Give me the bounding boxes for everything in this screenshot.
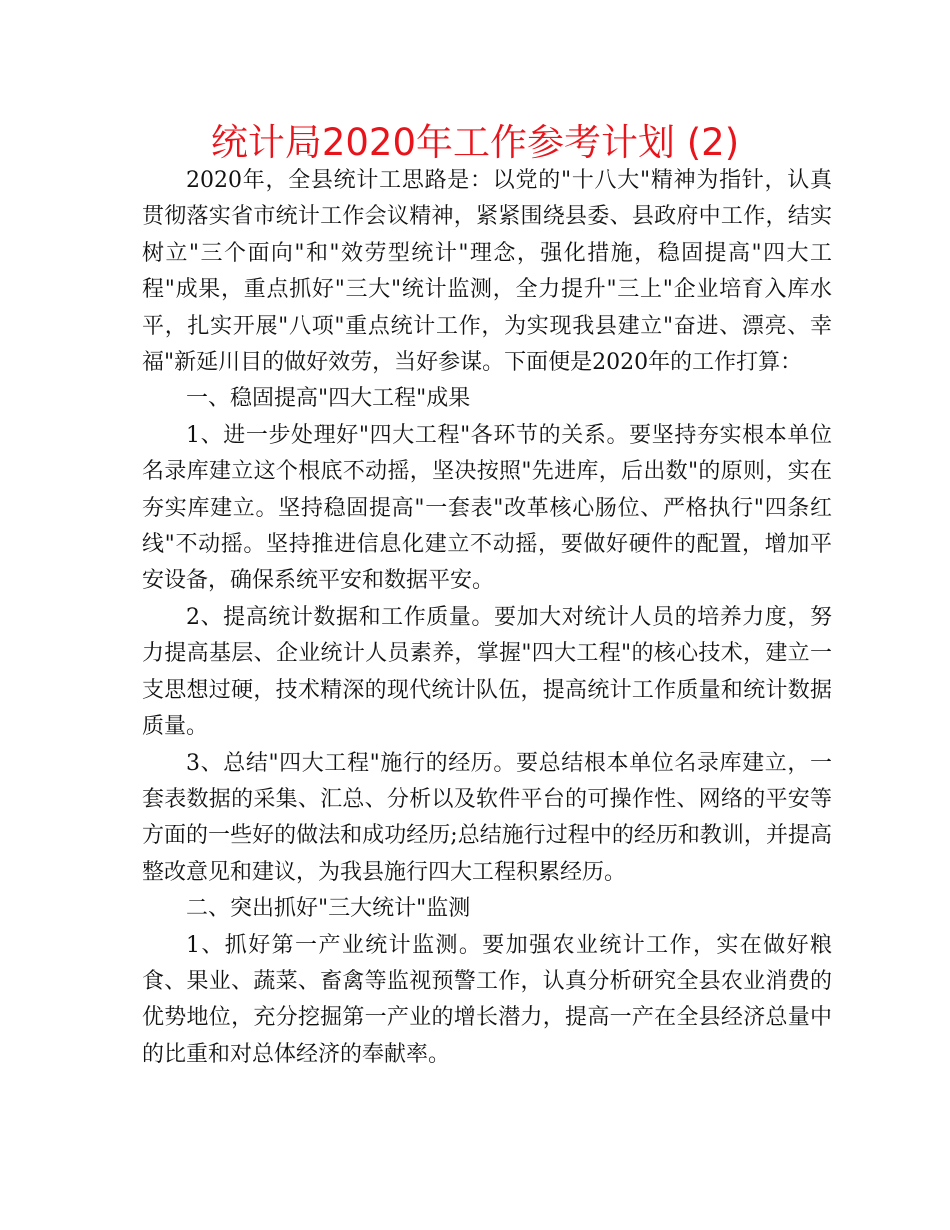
paragraph-2-1: 1、抓好第一产业统计监测。要加强农业统计工作，实在做好粮食、果业、蔬菜、畜禽等监视预警工作，认真分析研究全县农业消费的优势地位，充分挖掘第一产业的增长潜力，提高一产在全县经济总量中的比重和对总体经济的奉献率。 xyxy=(142,932,832,1067)
document-title: 统计局2020年工作参考计划 (2) xyxy=(210,121,740,164)
document-body xyxy=(142,163,832,1073)
paragraph-1-1: 1、进一步处理好"四大工程"各环节的关系。要坚持夯实根本单位名录库建立这个根底不动摇，坚决按照"先进库，后出数"的原则，实在夯实库建立。坚持稳固提高"一套表"改革核心肠位、严格执行"四条红线"不动摇。坚持推进信息化建立不动摇，要做好硬件的配置，增加平安设备，确保系统平安和数据平安。 xyxy=(142,422,832,594)
intro-paragraph: 2020年，全县统计工思路是：以党的"十八大"精神为指针，认真贯彻落实省市统计工作会议精神，紧紧围绕县委、县政府中工作，结实树立"三个面向"和"效劳型统计"理念，强化措施，稳固提高"四大工程"成果，重点抓好"三大"统计监测，全力提升"三上"企业培育入库水平，扎实开展"八项"重点统计工作，为实现我县建立"奋进、漂亮、幸福"新延川目的做好效劳，当好参谋。下面便是2020年的工作打算： xyxy=(142,168,832,376)
paragraph-1-3: 3、总结"四大工程"施行的经历。要总结根本单位名录库建立，一套表数据的采集、汇总、分析以及软件平台的可操作性、网络的平安等方面的一些好的做法和成功经历;总结施行过程中的经历和教训，并提高整改意见和建议，为我县施行四大工程积累经历。 xyxy=(142,750,832,885)
paragraph-1-2: 2、提高统计数据和工作质量。要加大对统计人员的培养力度，努力提高基层、企业统计人员素养，掌握"四大工程"的核心技术，建立一支思想过硬，技术精深的现代统计队伍，提高统计工作质量和统计数据质量。 xyxy=(142,604,832,740)
section-heading-1: 一、稳固提高"四大工程"成果 xyxy=(186,386,471,412)
section-heading-2: 二、突出抓好"三大统计"监测 xyxy=(186,896,471,922)
